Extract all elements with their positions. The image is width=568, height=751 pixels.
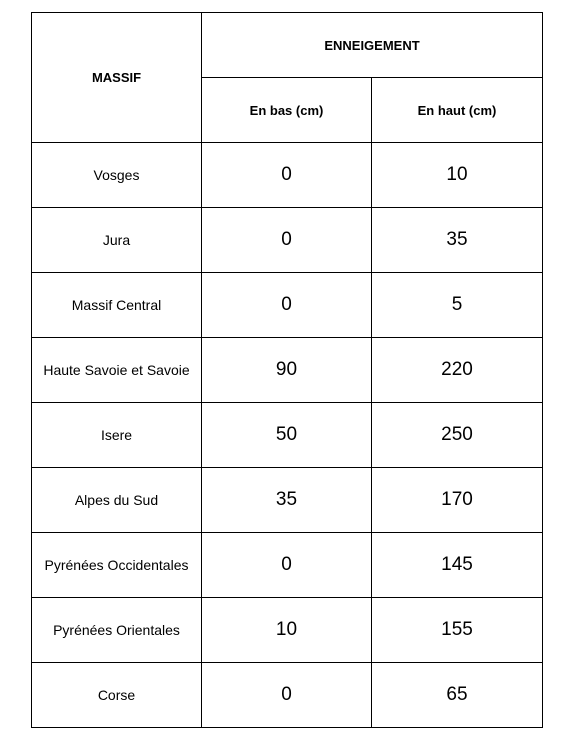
snow-depth-table: [31, 12, 543, 728]
enneigement-header: ENNEIGEMENT: [202, 13, 543, 78]
massif-cell: Vosges: [32, 143, 202, 208]
massif-header: MASSIF: [32, 13, 202, 143]
massif-cell: Corse: [32, 663, 202, 728]
massif-cell: Jura: [32, 208, 202, 273]
en-bas-cell: 35: [202, 468, 372, 533]
en-haut-cell: 65: [372, 663, 543, 728]
table-row: [32, 273, 543, 338]
en-haut-header: En haut (cm): [372, 78, 543, 143]
table-row: [32, 208, 543, 273]
table-row: [32, 338, 543, 403]
massif-cell: Isere: [32, 403, 202, 468]
massif-cell: Alpes du Sud: [32, 468, 202, 533]
en-haut-cell: 5: [372, 273, 543, 338]
header-row-top: [32, 13, 543, 78]
en-haut-cell: 220: [372, 338, 543, 403]
en-haut-cell: 155: [372, 598, 543, 663]
en-haut-cell: 10: [372, 143, 543, 208]
en-bas-cell: 10: [202, 598, 372, 663]
en-bas-cell: 0: [202, 273, 372, 338]
en-bas-header: En bas (cm): [202, 78, 372, 143]
en-bas-cell: 0: [202, 208, 372, 273]
table-row: [32, 598, 543, 663]
en-bas-cell: 90: [202, 338, 372, 403]
en-haut-cell: 35: [372, 208, 543, 273]
massif-cell: Haute Savoie et Savoie: [32, 338, 202, 403]
en-bas-cell: 0: [202, 663, 372, 728]
massif-cell: Massif Central: [32, 273, 202, 338]
en-bas-cell: 0: [202, 143, 372, 208]
table-row: [32, 403, 543, 468]
table-row: [32, 468, 543, 533]
en-bas-cell: 0: [202, 533, 372, 598]
massif-cell: Pyrénées Orientales: [32, 598, 202, 663]
table-row: [32, 533, 543, 598]
table-row: [32, 663, 543, 728]
en-haut-cell: 170: [372, 468, 543, 533]
en-haut-cell: 250: [372, 403, 543, 468]
en-bas-cell: 50: [202, 403, 372, 468]
massif-cell: Pyrénées Occidentales: [32, 533, 202, 598]
table-row: [32, 143, 543, 208]
en-haut-cell: 145: [372, 533, 543, 598]
